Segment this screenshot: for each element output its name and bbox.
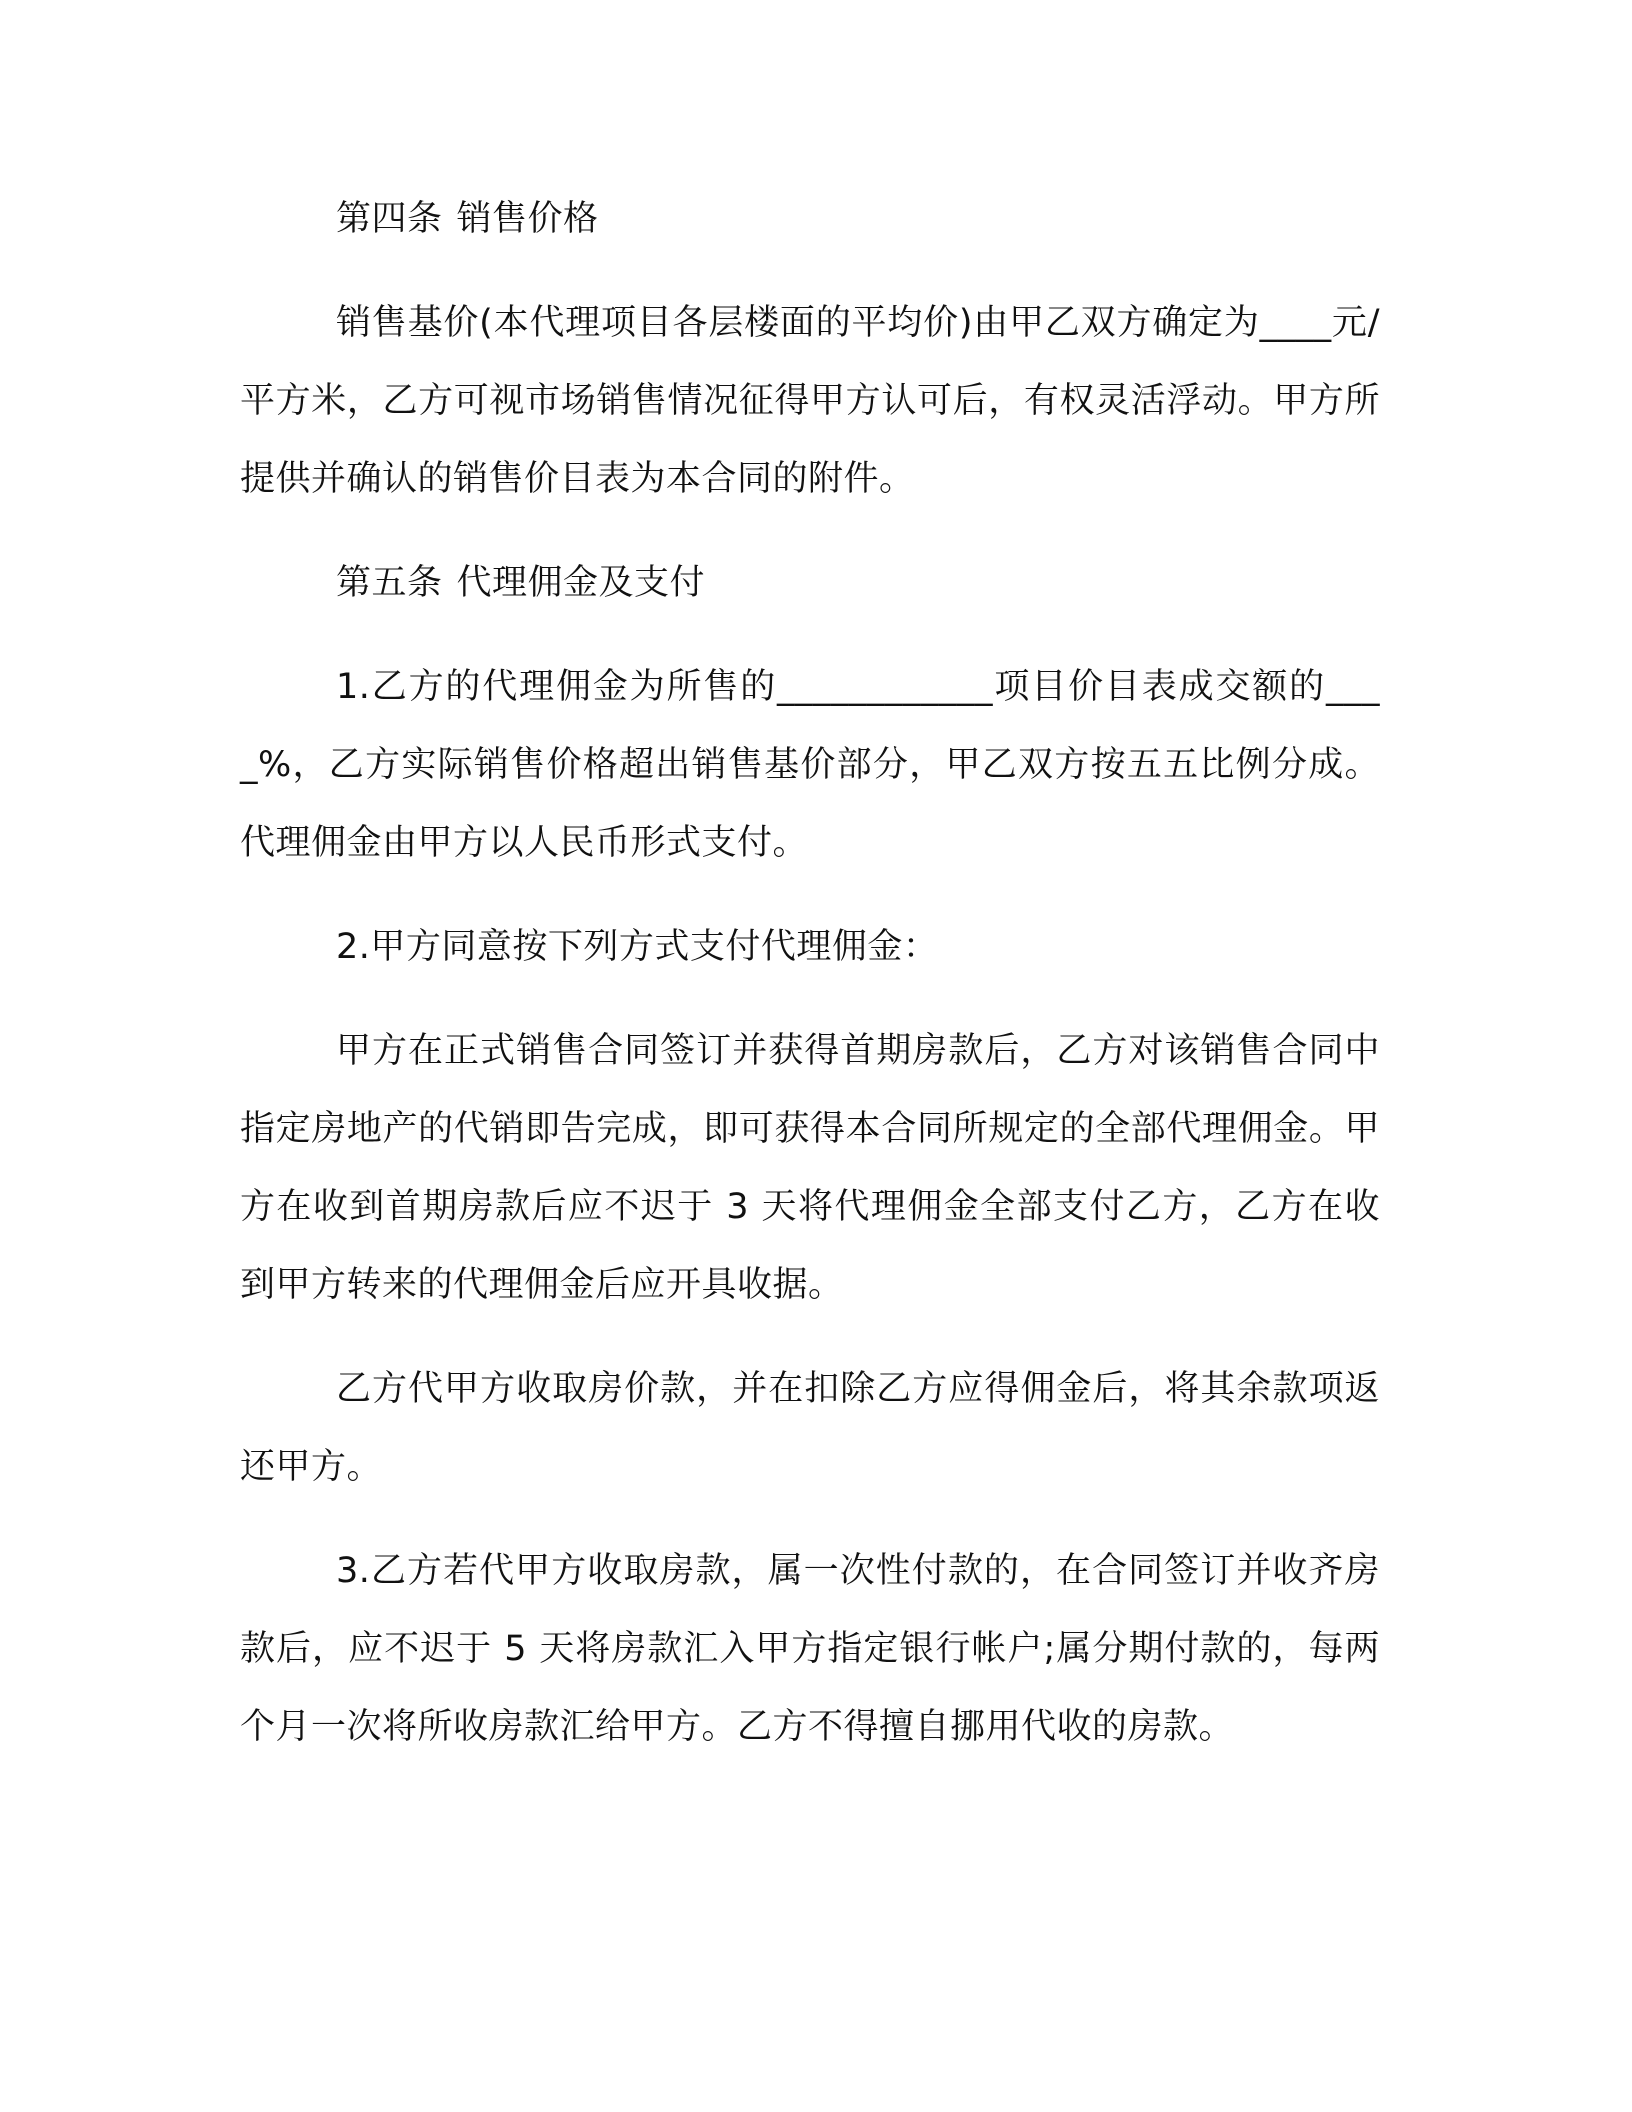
section-4-paragraph-1: 销售基价(本代理项目各层楼面的平均价)由甲乙双方确定为____元/平方米，乙方可视市场销售情况征得甲方认可后，有权灵活浮动。甲方所提供并确认的销售价目表为本合同的附件。: [240, 303, 1380, 499]
section-5-paragraph-4: 乙方代甲方收取房价款，并在扣除乙方应得佣金后，将其余款项返还甲方。: [240, 1369, 1380, 1487]
section-5-paragraph-1: 1.乙方的代理佣金为所售的____________项目价目表成交额的____%，乙方实际销售价格超出销售基价部分，甲乙双方按五五比例分成。代理佣金由甲方以人民币形式支付。: [240, 667, 1380, 863]
section-5-paragraph-2: 2.甲方同意按下列方式支付代理佣金：: [336, 927, 939, 967]
section-4-title: 销售价格: [456, 199, 599, 239]
section-5-heading: [240, 544, 1380, 622]
section-4-number: 第四条: [336, 199, 443, 239]
section-5-number: 第五条: [336, 563, 443, 603]
section-5-title: 代理佣金及支付: [456, 563, 706, 603]
document-body: [240, 180, 1380, 1792]
section-4-heading: [240, 180, 1380, 258]
section-5-paragraph-3: 甲方在正式销售合同签订并获得首期房款后，乙方对该销售合同中指定房地产的代销即告完成，即可获得本合同所规定的全部代理佣金。甲方在收到首期房款后应不迟于 3 天将代理佣金全部支付乙方，乙方在收到甲方转来的代理佣金后应开具收据。: [240, 1031, 1380, 1305]
section-5-paragraph-5: 3.乙方若代甲方收取房款，属一次性付款的，在合同签订并收齐房款后，应不迟于 5 天将房款汇入甲方指定银行帐户;属分期付款的，每两个月一次将所收房款汇给甲方。乙方不得擅自挪用代收的房款。: [240, 1551, 1380, 1747]
